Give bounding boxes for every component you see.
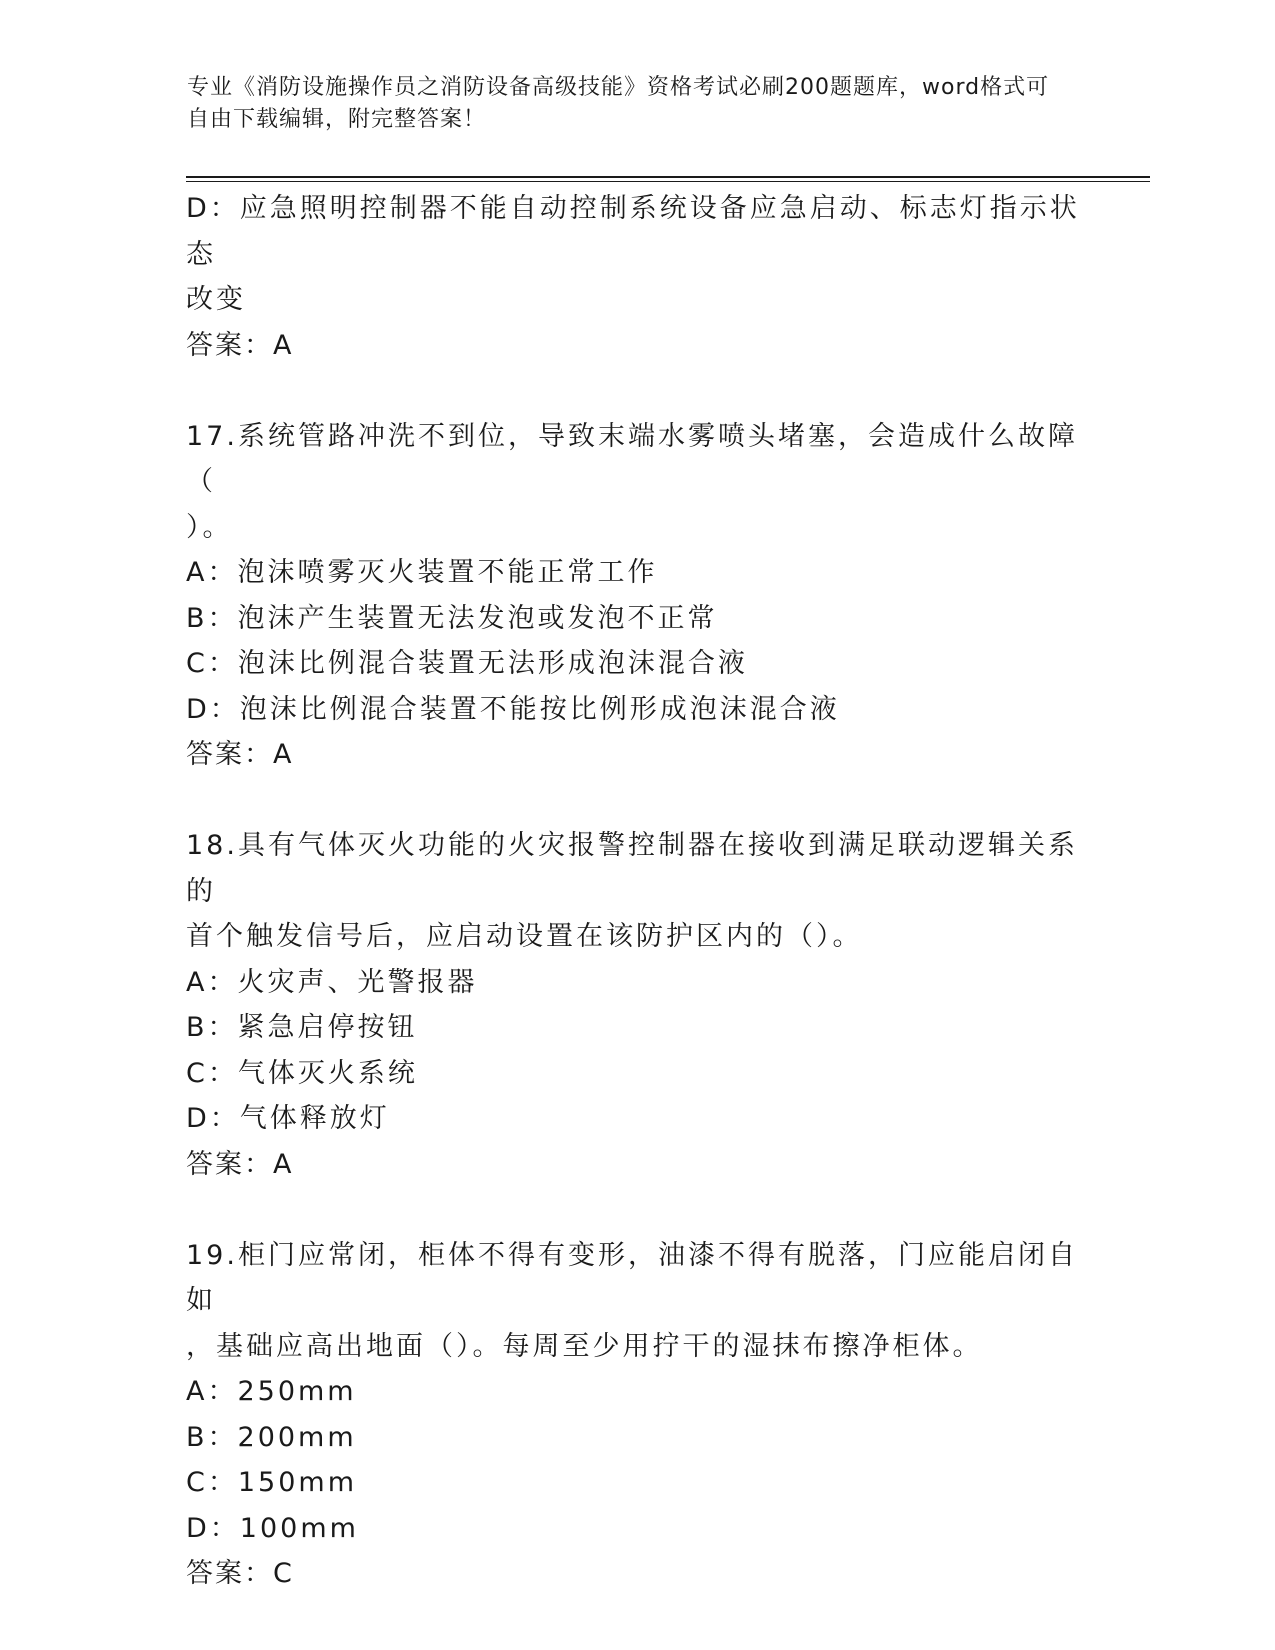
question-stem-line1: 17.系统管路冲洗不到位，导致末端水雾喷头堵塞，会造成什么故障（ xyxy=(186,420,1078,497)
option-b: B：泡沫产生装置无法发泡或发泡不正常 xyxy=(186,602,718,634)
option-d: D：气体释放灯 xyxy=(186,1103,390,1134)
option-d-line1: D：应急照明控制器不能自动控制系统设备应急启动、标志灯指示状态 xyxy=(186,193,1080,270)
question-17 xyxy=(186,414,1086,778)
answer: 答案：C xyxy=(186,1558,294,1589)
option-d-line2: 改变 xyxy=(186,284,246,315)
previous-question-tail xyxy=(186,186,1086,368)
option-c: C：150mm xyxy=(186,1467,357,1498)
option-d: D：泡沫比例混合装置不能按比例形成泡沫混合液 xyxy=(186,693,840,725)
option-b: B：200mm xyxy=(186,1421,357,1453)
question-18 xyxy=(186,823,1086,1187)
option-c: C：泡沫比例混合装置无法形成泡沫混合液 xyxy=(186,648,748,679)
question-content xyxy=(186,186,1086,1597)
answer: 答案：A xyxy=(186,739,294,770)
option-d: D：100mm xyxy=(186,1512,359,1544)
question-stem-line2: ）。 xyxy=(186,511,233,543)
question-19 xyxy=(186,1233,1086,1597)
question-stem-line1: 19.柜门应常闭，柜体不得有变形，油漆不得有脱落，门应能启闭自如 xyxy=(186,1239,1078,1316)
header-divider-thick xyxy=(186,176,1150,178)
document-header: 专业《消防设施操作员之消防设备高级技能》资格考试必刷200题题库，word格式可自由下载编辑，附完整答案！ xyxy=(187,75,1050,132)
answer: 答案：A xyxy=(186,329,294,361)
spacer xyxy=(186,778,1086,824)
question-stem-line2: ，基础应高出地面（）。每周至少用拧干的湿抹布擦净柜体。 xyxy=(186,1330,983,1362)
spacer xyxy=(186,1187,1086,1233)
spacer xyxy=(186,368,1086,414)
option-a: A：泡沫喷雾灭火装置不能正常工作 xyxy=(186,557,658,588)
option-a: A：250mm xyxy=(186,1376,357,1407)
question-stem-line2: 首个触发信号后，应启动设置在该防护区内的（）。 xyxy=(186,921,863,952)
header-divider-thin xyxy=(186,181,1150,182)
question-stem-line1: 18.具有气体灭火功能的火灾报警控制器在接收到满足联动逻辑关系的 xyxy=(186,830,1078,907)
answer: 答案：A xyxy=(186,1148,294,1180)
option-c: C：气体灭火系统 xyxy=(186,1057,418,1089)
option-a: A：火灾声、光警报器 xyxy=(186,966,478,998)
option-b: B：紧急启停按钮 xyxy=(186,1012,418,1043)
